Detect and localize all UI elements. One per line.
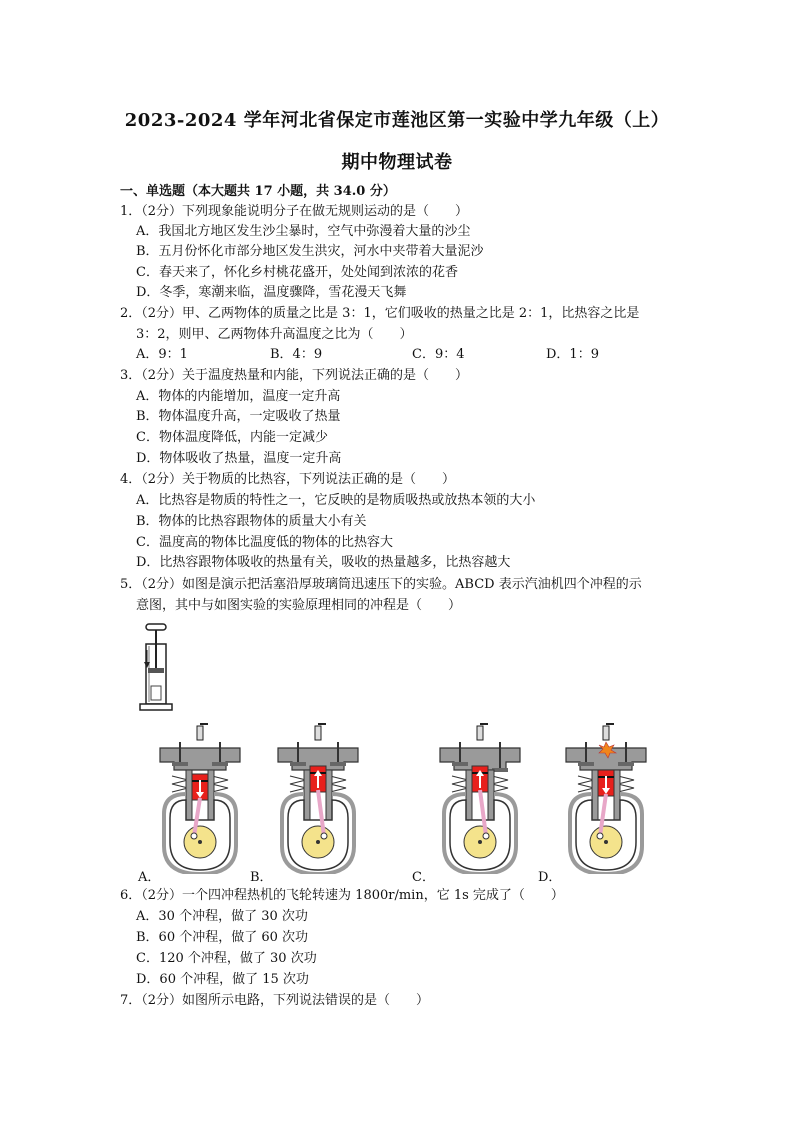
q1-option-a: A．我国北方地区发生沙尘暴时，空气中弥漫着大量的沙尘 (136, 224, 471, 239)
crank-axle (478, 840, 482, 844)
crank-pin (321, 833, 327, 839)
q1-option-c: C．春天来了，怀化乡村桃花盛开，处处闻到浓浓的花香 (136, 265, 458, 280)
q4-option-d: D．比热容跟物体吸收的热量有关，吸收的热量越多，比热容越大 (136, 555, 511, 570)
q3-option-c: C．物体温度降低，内能一定减少 (136, 430, 328, 445)
q1-stem: 1．（2分）下列现象能说明分子在做无规则运动的是（ ） (120, 204, 469, 219)
cylinder-wall-left (304, 770, 310, 820)
q7-stem: 7．（2分）如图所示电路，下列说法错误的是（ ） (120, 993, 430, 1008)
cylinder-wall-left (466, 770, 472, 820)
q3-option-d: D．物体吸收了热量，温度一定升高 (136, 451, 342, 466)
q2-option-a: A．9：1 (136, 347, 188, 362)
q5-stem-line1: 5．（2分）如图是演示把活塞沿厚玻璃筒迅速压下的实验。ABCD 表示汽油机四个冲程的示 (120, 577, 642, 592)
q6-option-a: A．30 个冲程，做了 30 次功 (136, 909, 308, 924)
exhaust-valve (618, 762, 634, 766)
q1-option-b: B．五月份怀化市部分地区发生洪灾，河水中夹带着大量泥沙 (136, 244, 484, 259)
q3-stem: 3．（2分）关于温度热量和内能，下列说法正确的是（ ） (120, 368, 469, 383)
crank-axle (316, 840, 320, 844)
q4-option-c: C．温度高的物体比温度低的物体的比热容大 (136, 535, 393, 550)
cylinder-wall-right (488, 770, 494, 820)
q6-stem: 6．（2分）一个四冲程热机的飞轮转速为 1800r/min，它 1s 完成了（ ） (120, 888, 564, 903)
q3-option-a: A．物体的内能增加，温度一定升高 (136, 389, 341, 404)
q1-option-d: D．冬季，寒潮来临，温度骤降，雪花漫天飞舞 (136, 285, 407, 300)
q6-option-c: C．120 个冲程，做了 30 次功 (136, 951, 317, 966)
spark-plug (315, 726, 321, 740)
crank-pin (597, 833, 603, 839)
cylinder-wall-left (186, 770, 192, 820)
intake-valve (290, 762, 306, 766)
spark-plug (477, 726, 483, 740)
q2-stem-line2: 3：2，则甲、乙两物体升高温度之比为（ ） (136, 327, 413, 342)
intake-valve (452, 762, 468, 766)
crank-pin (483, 833, 489, 839)
spark-plug (197, 726, 203, 740)
q6-option-d: D．60 个冲程，做了 15 次功 (136, 972, 309, 987)
crank-axle (198, 840, 202, 844)
exam-title-line2: 期中物理试卷 (341, 152, 453, 173)
cylinder-wall-right (326, 770, 332, 820)
crank-pin (191, 833, 197, 839)
q2-option-c: C．9：4 (412, 347, 465, 362)
crank-axle (604, 840, 608, 844)
intake-valve (578, 762, 594, 766)
cylinder-wall-right (614, 770, 620, 820)
cylinder-wall-right (208, 770, 214, 820)
engine-stroke-b (268, 722, 368, 874)
q3-option-b: B．物体温度升高，一定吸收了热量 (136, 409, 341, 424)
q4-option-a: A．比热容是物质的特性之一，它反映的是物质吸热或放热本领的大小 (136, 493, 536, 508)
intake-valve (172, 762, 188, 766)
glass-cylinder-figure (136, 620, 176, 712)
q2-stem-line1: 2．（2分）甲、乙两物体的质量之比是 3：1，它们吸收的热量之比是 2：1，比热容之比是 (120, 306, 640, 321)
spark-plug (603, 726, 609, 740)
engine-label-d: D． (538, 870, 562, 885)
cylinder-wall-left (592, 770, 598, 820)
exhaust-valve (330, 762, 346, 766)
engine-label-a: A． (138, 870, 161, 885)
engine-stroke-d (556, 722, 656, 874)
q2-option-b: B．4：9 (270, 347, 323, 362)
q6-option-b: B．60 个冲程，做了 60 次功 (136, 930, 309, 945)
section-heading: 一、单选题（本大题共 17 小题，共 34.0 分） (120, 184, 396, 199)
engine-label-b: B． (250, 870, 273, 885)
exhaust-valve (212, 762, 228, 766)
q2-option-d: D．1：9 (546, 347, 599, 362)
q5-stem-line2: 意图，其中与如图实验的实验原理相同的冲程是（ ） (136, 598, 462, 613)
q4-option-b: B．物体的比热容跟物体的质量大小有关 (136, 514, 367, 529)
engine-label-c: C． (412, 870, 435, 885)
q4-stem: 4．（2分）关于物质的比热容，下列说法正确的是（ ） (120, 472, 456, 487)
exam-title-line1: 2023-2024 学年河北省保定市莲池区第一实验中学九年级（上） (124, 110, 670, 131)
cylinder-head (160, 748, 240, 770)
engine-stroke-c (430, 722, 530, 874)
engine-stroke-a (150, 722, 250, 874)
